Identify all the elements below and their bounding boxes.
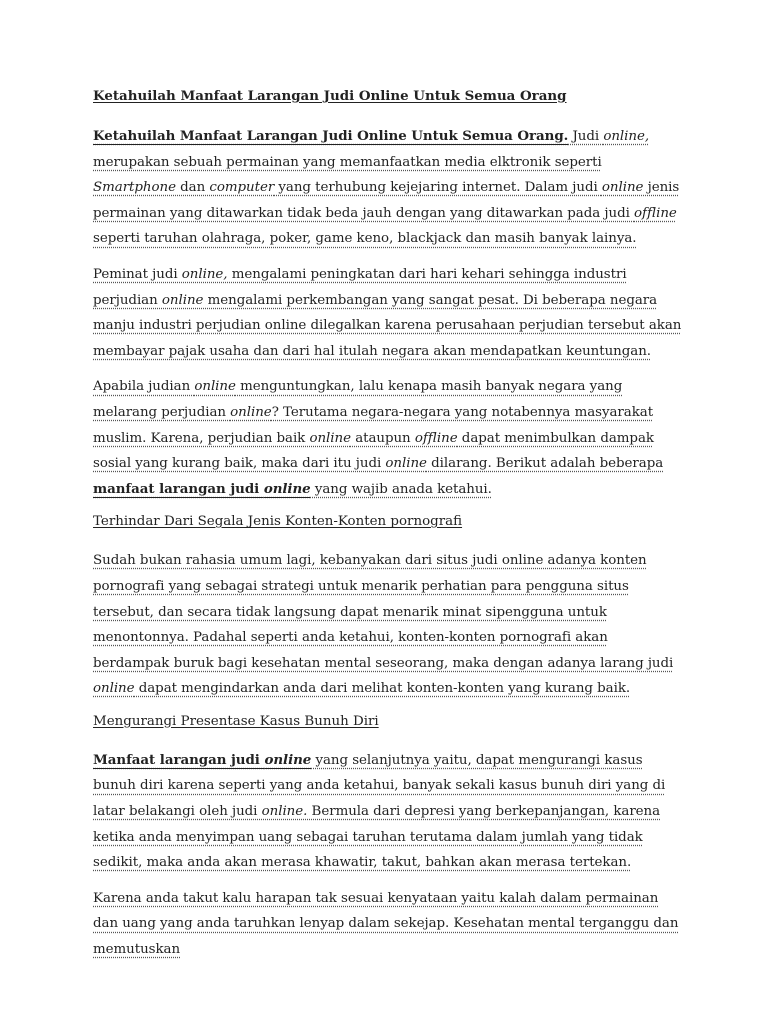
- text-span: Peminat judi: [93, 266, 182, 282]
- text-span: seperti taruhan olahraga, poker, game keno, blackjack dan masih banyak lainya.: [93, 231, 637, 247]
- text-span: Sudah bukan rahasia umum lagi, kebanyakan dari situs judi online adanya konten pornografi yang sebagai strategi untuk menarik perhatian para pengguna situs tersebut, dan secara tidak langsung dapat menarik minat sipengguna untuk menontonnya. Padahal seperti anda ketahui, konten-konten pornografi akan berdampak buruk bagi kesehatan mental seseorang, maka dengan adanya larang judi: [93, 553, 674, 671]
- text-span: yang selanjutnya yaitu, dapat mengurangi kasus bunuh diri karena seperti yang anda ketahui, banyak sekali kasus bunuh diri yang di latar belakangi oleh judi: [93, 752, 666, 820]
- bold-text: Manfaat larangan judi: [93, 751, 265, 768]
- paragraph-bunuh-diri: [93, 748, 683, 876]
- text-span: Bermula dari depresi yang berkepanjangan, karena ketika anda menyimpan uang sebagai taruhan terutama dalam jumlah yang tidak sedikit, maka anda akan merasa khawatir, takut, bahkan akan merasa tertekan.: [93, 804, 661, 871]
- text-span: mengalami peningkatan dari hari kehari sehingga industri perjudian: [93, 266, 627, 308]
- paragraph-apabila: [93, 374, 683, 502]
- italic-text: online: [230, 404, 272, 420]
- italic-text: computer: [209, 180, 275, 196]
- italic-text: online.: [261, 804, 308, 820]
- bold-italic-text: online: [263, 480, 311, 497]
- document-page: [93, 86, 683, 973]
- italic-text: offline: [634, 205, 677, 221]
- paragraph-intro: [93, 124, 683, 252]
- italic-text: online: [194, 379, 236, 395]
- section-heading-bunuh-diri: Mengurangi Presentase Kasus Bunuh Diri: [93, 713, 379, 729]
- italic-text: online,: [181, 266, 228, 282]
- paragraph-peminat: [93, 262, 683, 364]
- text-span: jenis permainan yang ditawarkan tidak beda jauh dengan yang ditawarkan pada judi: [93, 180, 680, 221]
- text-span: dan: [175, 180, 210, 196]
- bold-italic-text: online: [264, 751, 312, 768]
- italic-text: online: [601, 180, 644, 196]
- text-span: menguntungkan, lalu kenapa masih banyak negara yang melarang perjudian: [93, 379, 623, 420]
- italic-text: online,: [603, 129, 650, 144]
- text-span: Apabila judian: [93, 379, 195, 395]
- italic-text: online: [309, 430, 351, 446]
- text-span: ? Terutama negara-negara yang notabennya masyarakat muslim. Karena, perjudian baik: [93, 404, 654, 446]
- italic-text: online: [93, 681, 135, 697]
- section-heading-pornografi: Terhindar Dari Segala Jenis Konten-Konten pornografi: [93, 514, 463, 530]
- text-span: mengalami perkembangan yang sangat pesat. Di beberapa negara manju industri perjudian online dilegalkan karena perusahaan perjudian tersebut akan membayar pajak usaha dan dari hal itulah negara akan mendapatkan keuntungan.: [93, 292, 682, 359]
- text-span: dilarang. Berikut adalah beberapa: [426, 456, 664, 472]
- italic-text: Smartphone: [93, 180, 176, 196]
- lead-bold-text: Ketahuilah Manfaat Larangan Judi Online Untuk Semua Orang.: [93, 128, 569, 144]
- paragraph-karena: [93, 886, 683, 963]
- text-span: ataupun: [350, 430, 415, 446]
- text-span: merupakan sebuah permainan yang memanfaatkan media elktronik seperti: [93, 154, 602, 170]
- italic-text: offline: [414, 430, 458, 446]
- text-span: Judi: [568, 129, 604, 144]
- italic-text: online: [385, 456, 427, 472]
- text-span: Karena anda takut kalu harapan tak sesuai kenyataan yaitu kalah dalam permainan dan uang yang anda taruhkan lenyap dalam sekejap. Kesehatan mental terganggu dan memutuskan: [93, 890, 679, 958]
- italic-text: online: [161, 292, 204, 308]
- text-span: dapat menimbulkan dampak sosial yang kurang baik, maka dari itu judi: [93, 430, 654, 472]
- text-span: dapat mengindarkan anda dari melihat konten-konten yang kurang baik.: [134, 681, 631, 697]
- document-title: Ketahuilah Manfaat Larangan Judi Online Untuk Semua Orang: [93, 88, 567, 104]
- bold-text: manfaat larangan judi: [93, 480, 264, 497]
- text-span: yang wajib anada ketahui.: [310, 481, 492, 497]
- paragraph-pornografi: [93, 548, 683, 702]
- text-span: yang terhubung kejejaring internet. Dalam judi: [274, 180, 602, 196]
